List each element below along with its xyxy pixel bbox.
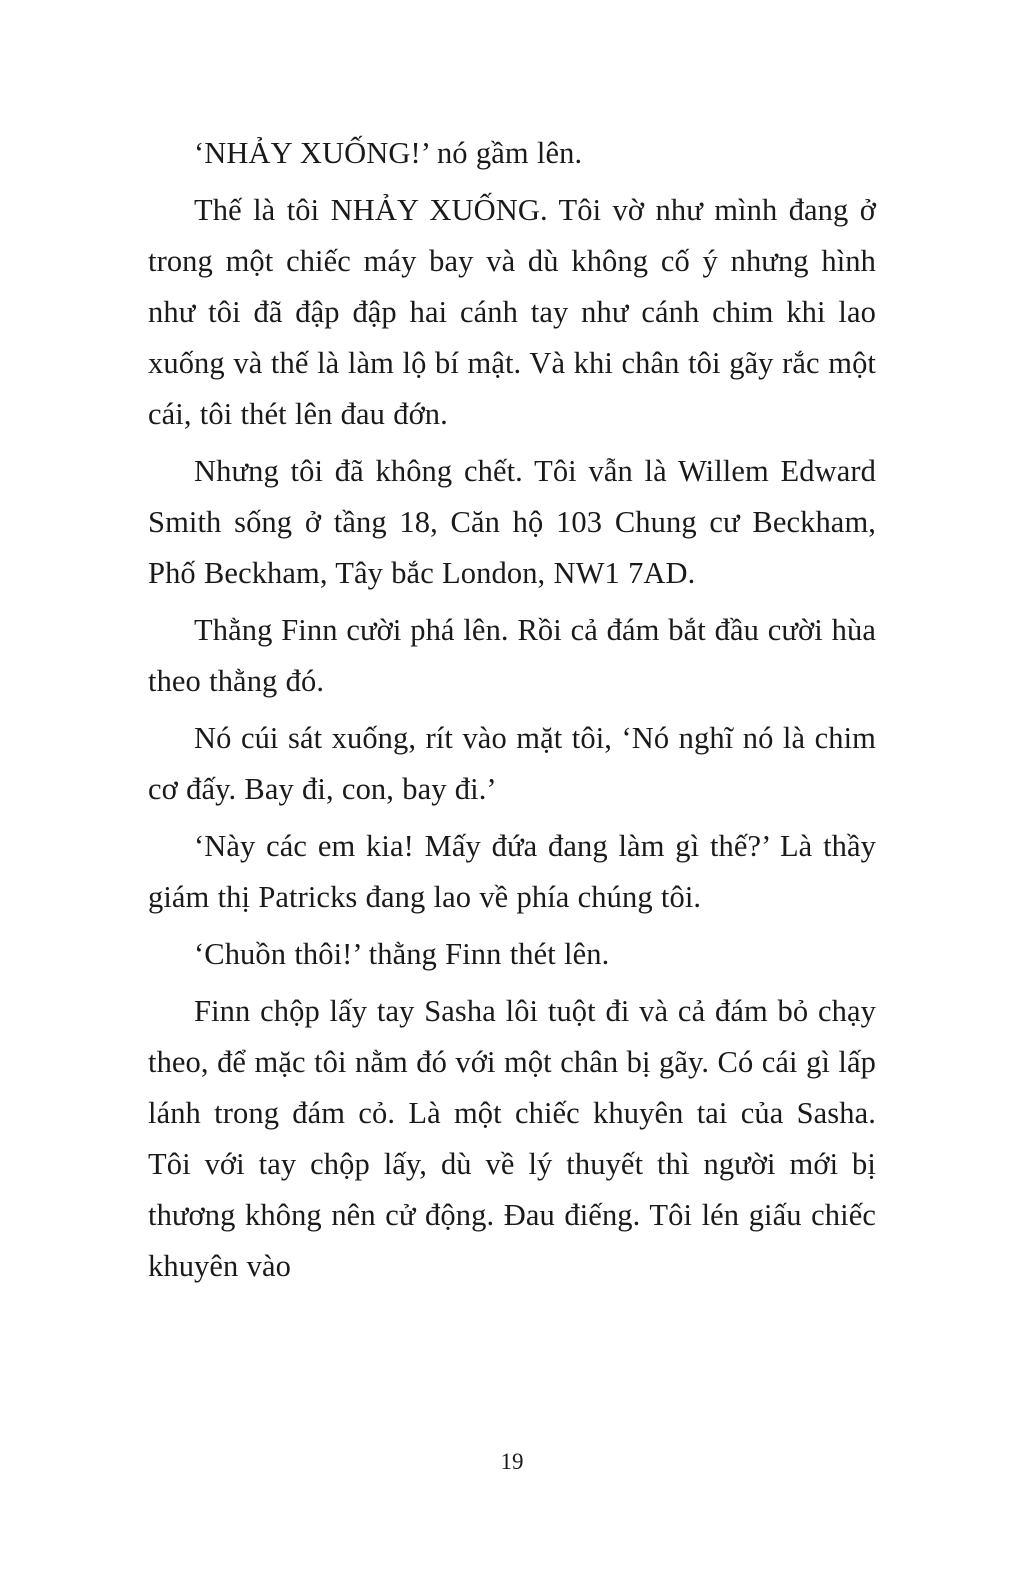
paragraph: Finn chộp lấy tay Sasha lôi tuột đi và cả đám bỏ chạy theo, để mặc tôi nằm đó với một chân bị gãy. Có cái gì lấp lánh trong đám cỏ. Là một chiếc khuyên tai của Sasha. Tôi với tay chộp lấy, dù về lý thuyết thì người mới bị thương không nên cử động. Đau điếng. Tôi lén giấu chiếc khuyên vào bbox=[148, 994, 876, 1283]
paragraph: Thế là tôi NHẢY XUỐNG. Tôi vờ như mình đang ở trong một chiếc máy bay và dù không cố ý nhưng hình như tôi đã đập đập hai cánh tay như cánh chim khi lao xuống và thế là làm lộ bí mật. Và khi chân tôi gãy rắc một cái, tôi thét lên đau đớn. bbox=[148, 193, 876, 431]
paragraph: Thằng Finn cười phá lên. Rồi cả đám bắt đầu cười hùa theo thằng đó. bbox=[148, 613, 876, 698]
body-text-column bbox=[148, 128, 876, 1298]
paragraph: ‘NHẢY XUỐNG!’ nó gầm lên. bbox=[194, 136, 583, 170]
paragraph: Nhưng tôi đã không chết. Tôi vẫn là Willem Edward Smith sống ở tầng 18, Căn hộ 103 Chung cư Beckham, Phố Beckham, Tây bắc London, NW1 7AD. bbox=[148, 454, 876, 590]
paragraph: Nó cúi sát xuống, rít vào mặt tôi, ‘Nó nghĩ nó là chim cơ đấy. Bay đi, con, bay đi.’ bbox=[148, 721, 876, 806]
paragraph: ‘Này các em kia! Mấy đứa đang làm gì thế?’ Là thầy giám thị Patricks đang lao về phía chúng tôi. bbox=[148, 829, 876, 914]
paragraph: ‘Chuồn thôi!’ thằng Finn thét lên. bbox=[194, 937, 610, 971]
page-number: 19 bbox=[500, 1449, 524, 1474]
